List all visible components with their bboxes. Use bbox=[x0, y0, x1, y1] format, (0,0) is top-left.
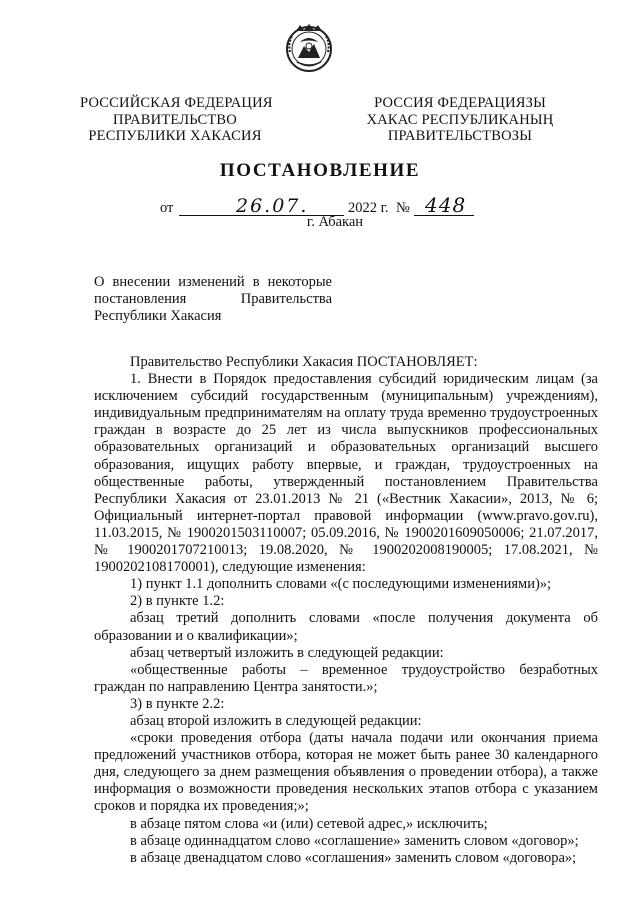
number-label: № bbox=[396, 200, 410, 216]
paragraph-sub-2: 2) в пункте 1.2: bbox=[130, 593, 225, 610]
paragraph-sub-2b-text: «общественные работы – временное трудоустройство безработных граждан по направлению Центра занятости.»; bbox=[94, 661, 598, 695]
paragraph-sub-3b: в абзаце пятом слова «и (или) сетевой адрес,» исключить; bbox=[130, 815, 488, 832]
paragraph-item-1: 1. Внести в Порядок предоставления субсидий юридическим лицам (за исключением субсидий государственным (муниципальным) учреждениям), индивидуальным предпринимателям на оплату труда временно трудоустроенных граждан в возрасте до 25 лет из числа выпускников профессиональных образовательных организаций и образовательных организаций высшего образования, ищущих работу впервые, и граждан, трудоустроенных на общественные работы, утвержденный постановлением Правительства Республики Хакасия от 23.01.2013 № 21 («Вестник Хакасии», 2013, № 6; Официальный интернет-портал правовой информации (www.pravo.gov.ru), 11.03.2015, № 1900201503110007; 05.09.2016, № 1900201609050006; 21.07.2017, № 1900201707210013; 19.08.2020, № 1900202008190005; 17.08.2021, № 1900202108170001), следующие изменения: bbox=[94, 371, 598, 576]
handwritten-date: 26.07. bbox=[236, 195, 309, 217]
from-label: от bbox=[160, 200, 174, 216]
document-type-title: ПОСТАНОВЛЕНИЕ bbox=[219, 160, 421, 181]
handwritten-number: 448 bbox=[425, 193, 467, 217]
header-left-line: РОССИЙСКАЯ ФЕДЕРАЦИЯ bbox=[80, 95, 273, 111]
paragraph-sub-1: 1) пункт 1.1 дополнить словами «(с последующими изменениями)»; bbox=[130, 576, 552, 593]
city-name: г. Абакан bbox=[306, 214, 364, 230]
paragraph-sub-3a-text: «сроки проведения отбора (даты начала подачи или окончания приема предложений участников отбора, которая не может быть ранее 30 календарного дня, следующего за днем размещения объявления о проведении отбора), а также информация о возможности проведения нескольких этапов отбора с указанием сроков и порядка их проведения;»; bbox=[94, 730, 598, 815]
document-body bbox=[94, 354, 598, 867]
header-right-line: РОССИЯ ФЕДЕРАЦИЯЗЫ bbox=[374, 95, 546, 111]
coat-of-arms-icon bbox=[284, 22, 334, 74]
header-right-line: ПРАВИТЕЛЬСТВОЗЫ bbox=[387, 128, 533, 144]
paragraph-sub-2b: абзац четвертый изложить в следующей редакции: bbox=[130, 644, 444, 661]
paragraph-sub-3d: в абзаце двенадцатом слово «соглашения» заменить словом «договора»; bbox=[130, 849, 577, 866]
paragraph-sub-3c: в абзаце одиннадцатом слово «соглашение» заменить словом «договор»; bbox=[130, 832, 579, 849]
header-right-line: ХАКАС РЕСПУБЛИКАНЫҢ bbox=[366, 111, 554, 128]
header-left bbox=[80, 95, 273, 145]
paragraph-sub-3: 3) в пункте 2.2: bbox=[130, 695, 225, 712]
subject-line: Республики Хакасия bbox=[94, 308, 222, 324]
paragraph-sub-2a: абзац третий дополнить словами «после получения документа об образовании и о квалификации»; bbox=[94, 610, 598, 644]
paragraph-sub-3a: абзац второй изложить в следующей редакции: bbox=[130, 712, 422, 729]
subject-line: О внесении изменений в некоторые bbox=[94, 274, 332, 290]
subject-line: постановления Правительства bbox=[94, 291, 332, 307]
header-left-line: ПРАВИТЕЛЬСТВО bbox=[113, 111, 237, 128]
document-subject bbox=[94, 274, 332, 325]
header-right bbox=[362, 95, 558, 145]
year-label: 2022 г. bbox=[348, 200, 389, 216]
preamble: Правительство Республики Хакасия ПОСТАНОВЛЯЕТ: bbox=[130, 354, 478, 370]
header-left-line: РЕСПУБЛИКИ ХАКАСИЯ bbox=[88, 128, 262, 144]
